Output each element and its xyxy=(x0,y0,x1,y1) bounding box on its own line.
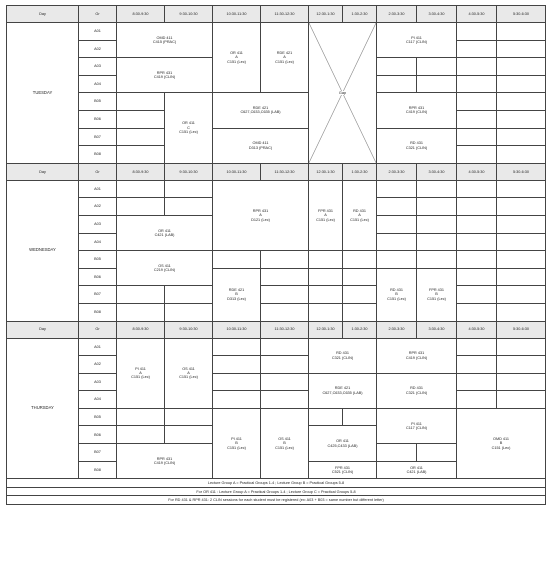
empty-cell xyxy=(497,391,546,409)
day-header: Day xyxy=(7,163,79,180)
class-cell[interactable]: PI 411 C117 (CLIN) xyxy=(377,23,457,58)
header-row xyxy=(7,321,546,338)
group-label: A03 xyxy=(79,373,117,391)
empty-cell xyxy=(117,180,165,198)
time-header: 12:30-1:30 xyxy=(309,6,343,23)
empty-cell xyxy=(497,356,546,374)
table-row xyxy=(7,93,546,111)
group-label: B07 xyxy=(79,444,117,462)
empty-cell xyxy=(457,286,497,304)
class-cell[interactable]: OR 411 A C151 (Lec) xyxy=(213,23,261,93)
empty-cell xyxy=(165,426,213,444)
empty-cell xyxy=(497,233,546,251)
empty-cell xyxy=(457,268,497,286)
empty-cell xyxy=(343,408,377,426)
empty-cell xyxy=(377,215,417,233)
empty-cell xyxy=(497,93,546,111)
day-header: Day xyxy=(7,321,79,338)
class-cell[interactable]: RD 431 C321 (CLIN) xyxy=(377,128,457,163)
empty-cell xyxy=(309,268,343,286)
group-label: B08 xyxy=(79,461,117,479)
time-header: 11:30-12:30 xyxy=(261,163,309,180)
class-cell[interactable]: OMD 411 D313 (PRAC) xyxy=(213,128,309,163)
empty-cell xyxy=(377,444,417,462)
empty-cell xyxy=(497,58,546,76)
empty-cell xyxy=(377,180,417,198)
empty-cell xyxy=(117,110,165,128)
empty-cell xyxy=(117,303,165,321)
empty-cell xyxy=(309,303,343,321)
empty-cell xyxy=(417,58,457,76)
time-header: 11:30-12:30 xyxy=(261,6,309,23)
footer-row xyxy=(7,479,546,488)
group-label: A03 xyxy=(79,215,117,233)
table-row xyxy=(7,338,546,356)
empty-cell xyxy=(117,286,165,304)
footer-note: For RD 431 & RPR 431: 2 CLIN sessions for each student must be registered (ex: A03 + B03 = same number but different letter) xyxy=(7,496,546,505)
table-row xyxy=(7,268,546,286)
class-cell[interactable]: RPR 431 C419 (CLIN) xyxy=(117,444,213,479)
empty-cell xyxy=(213,356,261,374)
group-label: A02 xyxy=(79,40,117,58)
empty-cell xyxy=(213,251,261,269)
time-header: 4:30-5:30 xyxy=(457,321,497,338)
empty-cell xyxy=(213,373,261,391)
empty-cell xyxy=(165,286,213,304)
group-label: A04 xyxy=(79,75,117,93)
footer-note: For OR 411 : Lecture Group A = Practical Groups 1-4 ; Lecture Group C = Practical Groups 5-8 xyxy=(7,487,546,496)
table-row xyxy=(7,251,546,269)
empty-cell xyxy=(117,426,165,444)
empty-cell xyxy=(457,373,497,391)
table-row xyxy=(7,356,546,374)
class-cell[interactable]: FPR 431 C521 (CLIN) xyxy=(309,461,377,479)
group-header: Gr xyxy=(79,6,117,23)
group-label: B08 xyxy=(79,303,117,321)
empty-cell xyxy=(497,251,546,269)
class-cell[interactable]: OMD 411 B C151 (Lec) xyxy=(457,408,546,478)
empty-cell xyxy=(457,58,497,76)
empty-cell xyxy=(457,93,497,111)
class-cell[interactable]: OR 411 C421 (LAB) xyxy=(377,461,457,479)
empty-cell xyxy=(417,233,457,251)
time-header: 8:30-9:30 xyxy=(117,321,165,338)
class-cell[interactable]: OR 411 C421 (LAB) xyxy=(117,215,213,250)
class-cell[interactable]: RPR 431 A D121 (Lec) xyxy=(213,180,309,250)
time-header: 5:30-6:30 xyxy=(497,6,546,23)
empty-cell xyxy=(343,268,377,286)
group-label: B08 xyxy=(79,146,117,164)
gap-cell xyxy=(309,23,377,164)
class-cell[interactable]: FPR 431 A C151 (Lec) xyxy=(309,180,343,250)
time-header: 2:30-3:30 xyxy=(377,163,417,180)
empty-cell xyxy=(377,251,417,269)
table-row xyxy=(7,128,546,146)
empty-cell xyxy=(261,338,309,356)
group-label: A04 xyxy=(79,233,117,251)
header-row xyxy=(7,6,546,23)
empty-cell xyxy=(497,75,546,93)
footer-row xyxy=(7,487,546,496)
empty-cell xyxy=(457,75,497,93)
class-cell[interactable]: OR 411 C C151 (Lec) xyxy=(165,93,213,163)
group-label: A03 xyxy=(79,58,117,76)
empty-cell xyxy=(497,128,546,146)
empty-cell xyxy=(261,286,309,304)
empty-cell xyxy=(417,444,457,462)
group-label: B05 xyxy=(79,408,117,426)
class-cell[interactable]: RPR 431 C419 (CLIN) xyxy=(377,93,457,128)
empty-cell xyxy=(457,128,497,146)
empty-cell xyxy=(377,75,417,93)
empty-cell xyxy=(497,286,546,304)
class-cell[interactable]: OS 411 B C151 (Lec) xyxy=(261,408,309,478)
empty-cell xyxy=(457,23,497,41)
empty-cell xyxy=(497,40,546,58)
timetable-sheet xyxy=(6,5,545,571)
table-row xyxy=(7,286,546,304)
time-header: 9:30-10:30 xyxy=(165,163,213,180)
day-label: TUESDAY xyxy=(7,23,79,164)
class-cell[interactable]: RPR 431 C419 (CLIN) xyxy=(117,58,213,93)
time-header: 2:30-3:30 xyxy=(377,321,417,338)
empty-cell xyxy=(457,180,497,198)
group-header: Gr xyxy=(79,163,117,180)
empty-cell xyxy=(457,198,497,216)
empty-cell xyxy=(261,268,309,286)
empty-cell xyxy=(457,110,497,128)
empty-cell xyxy=(417,215,457,233)
table-row xyxy=(7,391,546,409)
group-label: A02 xyxy=(79,198,117,216)
time-header: 5:30-6:30 xyxy=(497,321,546,338)
class-cell[interactable]: PI 411 C117 (CLIN) xyxy=(377,408,457,443)
class-cell[interactable]: OS 411 A C151 (Lec) xyxy=(165,338,213,408)
empty-cell xyxy=(117,408,165,426)
empty-cell xyxy=(497,373,546,391)
class-cell[interactable]: RD 431 C321 (CLIN) xyxy=(377,373,457,408)
table-row xyxy=(7,23,546,41)
group-label: A02 xyxy=(79,356,117,374)
table-row xyxy=(7,303,546,321)
time-header: 4:30-5:30 xyxy=(457,163,497,180)
time-header: 1:30-2:30 xyxy=(343,163,377,180)
time-header: 4:30-5:30 xyxy=(457,6,497,23)
empty-cell xyxy=(117,198,165,216)
empty-cell xyxy=(417,180,457,198)
empty-cell xyxy=(497,198,546,216)
time-header: 9:30-10:30 xyxy=(165,321,213,338)
group-label: A01 xyxy=(79,180,117,198)
time-header: 8:30-9:30 xyxy=(117,6,165,23)
empty-cell xyxy=(213,391,261,409)
empty-cell xyxy=(117,146,165,164)
empty-cell xyxy=(261,373,309,391)
day-header: Day xyxy=(7,6,79,23)
time-header: 11:30-12:30 xyxy=(261,321,309,338)
empty-cell xyxy=(165,408,213,426)
class-cell[interactable]: RDE 421 B D313 (Lec) xyxy=(213,268,261,321)
empty-cell xyxy=(457,391,497,409)
empty-cell xyxy=(457,215,497,233)
empty-cell xyxy=(165,198,213,216)
group-label: A04 xyxy=(79,391,117,409)
group-header: Gr xyxy=(79,321,117,338)
class-cell[interactable]: RDE 421 A C151 (Lec) xyxy=(261,23,309,93)
class-cell[interactable]: FPR 431 B C151 (Lec) xyxy=(417,268,457,321)
day-label: WEDNESDAY xyxy=(7,180,79,321)
empty-cell xyxy=(261,356,309,374)
empty-cell xyxy=(117,93,165,111)
time-header: 12:30-1:30 xyxy=(309,321,343,338)
empty-cell xyxy=(377,233,417,251)
group-label: B06 xyxy=(79,268,117,286)
group-label: A01 xyxy=(79,338,117,356)
class-cell[interactable]: OMD 411 C415 (PRAC) xyxy=(117,23,213,58)
time-header: 1:30-2:30 xyxy=(343,6,377,23)
table-row xyxy=(7,180,546,198)
empty-cell xyxy=(261,391,309,409)
group-label: B07 xyxy=(79,286,117,304)
empty-cell xyxy=(497,110,546,128)
gap-label: Gap xyxy=(338,90,347,95)
empty-cell xyxy=(213,338,261,356)
empty-cell xyxy=(309,408,343,426)
class-cell[interactable]: PI 411 A C151 (Lec) xyxy=(117,338,165,408)
empty-cell xyxy=(417,251,457,269)
empty-cell xyxy=(343,286,377,304)
table-row xyxy=(7,408,546,426)
empty-cell xyxy=(497,146,546,164)
empty-cell xyxy=(343,251,377,269)
table-row xyxy=(7,373,546,391)
time-header: 3:30-4:30 xyxy=(417,163,457,180)
class-cell[interactable]: RPR 431 C419 (CLIN) xyxy=(377,338,457,373)
empty-cell xyxy=(457,338,497,356)
header-row xyxy=(7,163,546,180)
time-header: 8:30-9:30 xyxy=(117,163,165,180)
empty-cell xyxy=(457,303,497,321)
empty-cell xyxy=(309,286,343,304)
day-label: THURSDAY xyxy=(7,338,79,479)
empty-cell xyxy=(457,146,497,164)
footer-note: Lecture Group A = Practical Groups 1-4 ; Lecture Group B = Practical Groups 5-8 xyxy=(7,479,546,488)
time-header: 10:30-11:30 xyxy=(213,321,261,338)
empty-cell xyxy=(497,215,546,233)
time-header: 9:30-10:30 xyxy=(165,6,213,23)
empty-cell xyxy=(497,23,546,41)
class-cell[interactable]: RD 431 A C151 (Lec) xyxy=(343,180,377,250)
group-label: B05 xyxy=(79,251,117,269)
empty-cell xyxy=(497,303,546,321)
empty-cell xyxy=(417,198,457,216)
empty-cell xyxy=(377,58,417,76)
class-cell[interactable]: RDE 421 C627,C633,C635 (LAB) xyxy=(309,373,377,408)
class-cell[interactable]: RDE 421 C627,C633,C635 (LAB) xyxy=(213,93,309,128)
empty-cell xyxy=(261,303,309,321)
empty-cell xyxy=(417,75,457,93)
empty-cell xyxy=(261,251,309,269)
timetable xyxy=(6,5,546,505)
empty-cell xyxy=(457,233,497,251)
footer-row xyxy=(7,496,546,505)
empty-cell xyxy=(165,180,213,198)
class-cell[interactable]: PI 411 B C151 (Lec) xyxy=(213,408,261,478)
class-cell[interactable]: OR 411 C425,C433 (LAB) xyxy=(309,426,377,461)
empty-cell xyxy=(377,198,417,216)
class-cell[interactable]: OS 411 C219 (CLIN) xyxy=(117,251,213,286)
empty-cell xyxy=(165,303,213,321)
time-header: 10:30-11:30 xyxy=(213,163,261,180)
empty-cell xyxy=(497,180,546,198)
group-label: B06 xyxy=(79,110,117,128)
group-label: B05 xyxy=(79,93,117,111)
time-header: 10:30-11:30 xyxy=(213,6,261,23)
empty-cell xyxy=(457,356,497,374)
time-header: 3:30-4:30 xyxy=(417,6,457,23)
empty-cell xyxy=(497,338,546,356)
class-cell[interactable]: RD 431 C321 (CLIN) xyxy=(309,338,377,373)
time-header: 1:30-2:30 xyxy=(343,321,377,338)
time-header: 3:30-4:30 xyxy=(417,321,457,338)
group-label: A01 xyxy=(79,23,117,41)
empty-cell xyxy=(309,251,343,269)
group-label: B06 xyxy=(79,426,117,444)
time-header: 2:30-3:30 xyxy=(377,6,417,23)
empty-cell xyxy=(457,251,497,269)
empty-cell xyxy=(117,128,165,146)
class-cell[interactable]: RD 431 B C151 (Lec) xyxy=(377,268,417,321)
empty-cell xyxy=(497,268,546,286)
empty-cell xyxy=(457,40,497,58)
time-header: 12:30-1:30 xyxy=(309,163,343,180)
time-header: 5:30-6:30 xyxy=(497,163,546,180)
empty-cell xyxy=(343,303,377,321)
group-label: B07 xyxy=(79,128,117,146)
